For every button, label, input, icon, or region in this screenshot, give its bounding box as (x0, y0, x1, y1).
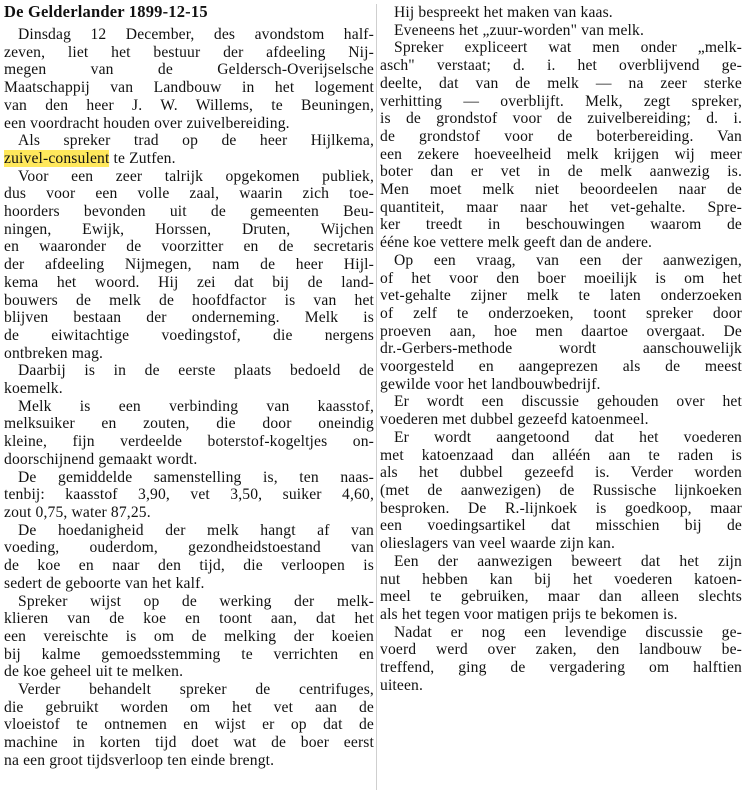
article-line: Een der aanwezigen beweert dat het zijn (394, 552, 742, 570)
article-line: Maatschappij van Landbouw in het logement (4, 79, 374, 97)
article-line: boter dan er vet in de melk aanwezig is. (380, 163, 742, 181)
article-line: Voor een zeer talrijk opgekomen publiek, (18, 167, 374, 185)
article-line: dus voor een volle zaal, waarin zich toe- (4, 185, 374, 203)
article-line: voerd werd over zaken, den landbouw be- (380, 641, 742, 659)
article-line: tenbij: kaasstof 3,90, vet 3,50, suiker 4,60, (4, 486, 374, 504)
article-line: voeding, ouderdom, gezondheidstoestand van (4, 539, 374, 557)
article-line: ééne koe vettere melk geeft dan de andere. (380, 234, 653, 252)
line-text: te Zutfen. (109, 149, 176, 167)
article-line: Nadat er nog een levendige discussie ge- (394, 623, 742, 641)
article-line: ontbreken mag. (4, 344, 104, 362)
article-line: gewilde voor het landbouwbedrijf. (380, 375, 601, 393)
article-line: machine in korten tijd doet wat de boer eerst (4, 734, 374, 752)
article-line: meel te gebruiken, maar dan alleen slechts (380, 588, 742, 606)
article-line: megen van de Geldersch-Overijselsche (4, 61, 374, 79)
article-line: Daarbij is in de eerste plaats bedoeld de (18, 362, 374, 380)
article-line: quantiteit, maar naar het vet-gehalte. Spre- (380, 198, 742, 216)
article-line: een zekere hoeveelheid melk krijgen wij meer (380, 145, 742, 163)
article-line: der afdeeling Nijmegen, nam de heer Hijl- (4, 256, 374, 274)
article-line: kleine, fijn verdeelde boterstof-kogeltjes on- (4, 433, 374, 451)
article-line: De gemiddelde samenstelling is, ten naas- (18, 468, 374, 486)
article-right-column (380, 4, 742, 694)
article-line: Als spreker trad op de heer Hijlkema, (18, 132, 374, 150)
article-line: vloeistof te ontnemen en wijst er op dat de (4, 716, 374, 734)
article-line: is de grondstof voor de zuivelbereiding; d. i. (380, 110, 742, 128)
article-line: voorgesteld en aangeprezen als de meest (380, 358, 742, 376)
article-line: zout 0,75, water 87,25. (4, 503, 151, 521)
article-line: Melk is een verbinding van kaasstof, (18, 397, 374, 415)
article-line: bouwers de melk de hoofdfactor is van het (4, 291, 374, 309)
article-line: van den heer J. W. Willems, te Beuningen, (4, 96, 374, 114)
article-line: de koe en naar den tijd, die verloopen is (4, 557, 374, 575)
article-line: proeven aan, hoe men daartoe overgaat. De (380, 322, 742, 340)
article-line: koemelk. (4, 380, 63, 398)
article-line: De hoedanigheid der melk hangt af van (18, 521, 374, 539)
article-line: of zelf te onderzoeken, toont spreker door (380, 304, 742, 322)
article-line: klieren van de koe en toont aan, dat het (4, 610, 374, 628)
article-line: deelte, dat van de melk — na zeer sterke (380, 74, 742, 92)
article-line: een vereischte is om de melking der koeien (4, 627, 374, 645)
article-line: ningen, Ewijk, Horssen, Druten, Wijchen (4, 220, 374, 238)
article-line: nut hebben kan bij het voederen katoen- (380, 570, 742, 588)
article-line: Dinsdag 12 December, des avondstom half- (18, 26, 374, 43)
article-line: blijven bestaan der onderneming. Melk is (4, 309, 374, 327)
article-left-column (4, 26, 374, 770)
article-line: olieslagers van veel waarde zijn kan. (380, 535, 616, 553)
article-line: Er wordt een discussie gehouden over het (394, 393, 742, 411)
article-line: besproken. De R.-lijnkoek is goedkoop, maar (380, 499, 742, 517)
article-line: verhitting — overblijft. Melk, zegt spreker, (380, 92, 742, 110)
article-line: dr.-Gerbers-methode wordt aanschouwelijk (380, 340, 742, 358)
article-line: Men moet melk niet beoordeelen naar de (380, 181, 742, 199)
article-line: een voordracht houden over zuivelbereiding. (4, 114, 290, 132)
article-line: en waaronder de voorzitter en de secretaris (4, 238, 374, 256)
article-line: (met de aanwezigen) de Russische lijnkoeken (380, 481, 742, 499)
article-line: melksuiker en zouten, die door oneindig (4, 415, 374, 433)
article-line: de grondstof voor de boterbereiding. Van (380, 127, 742, 145)
article-line: doorschijnend gemaakt wordt. (4, 450, 198, 468)
article-line: ker treedt in beschouwingen waarom de (380, 216, 742, 234)
article-line: uiteen. (380, 676, 424, 694)
article-line: bij kalme gemoedsstemming te verrichten en (4, 645, 374, 663)
article-line: Spreker expliceert wat men onder „melk- (394, 39, 742, 57)
newspaper-header: De Gelderlander 1899-12-15 (4, 2, 208, 21)
article-line: Verder behandelt spreker de centrifuges, (18, 681, 374, 699)
article-line: de koe geheel uit te melken. (4, 663, 184, 681)
article-line: kema het woord. Hij zei dat bij de land- (4, 273, 374, 291)
article-line: Spreker wijst op de werking der melk- (18, 592, 374, 610)
article-line: als het tegen voor matigen prijs te bekomen is. (380, 605, 678, 623)
article-line: met katoenzaad dan alléén aan te raden is (380, 446, 742, 464)
article-line (4, 150, 374, 168)
article-line: hoorders bevonden uit de gemeenten Beu- (4, 203, 374, 221)
article-line: Er wordt aangetoond dat het voederen (394, 428, 742, 446)
article-line: treffend, ging de vergadering om halftien (380, 659, 742, 677)
article-line: Hij bespreekt het maken van kaas. (394, 4, 613, 21)
article-line: asch" verstaat; d. i. het overblijvend ge- (380, 57, 742, 75)
article-line: een voedingsartikel dat misschien bij de (380, 517, 742, 535)
column-divider (376, 4, 377, 790)
article-line: zeven, liet het bestuur der afdeeling Nij- (4, 43, 374, 61)
article-line: als het dubbel gezeefd is. Verder worden (380, 464, 742, 482)
article-line: voederen met dubbel gezeefd katoenmeel. (380, 411, 649, 429)
article-line: na een groot tijdsverloop ten einde brengt. (4, 751, 275, 769)
article-line: die gebruikt worden om het vet aan de (4, 698, 374, 716)
article-line: vet-gehalte zijner melk te laten onderzoeken (380, 287, 742, 305)
article-line: of het voor den boer moeilijk is om het (380, 269, 742, 287)
article-line: Op een vraag, van een der aanwezigen, (394, 251, 742, 269)
article-line: Eveneens het „zuur-worden" van melk. (394, 21, 645, 39)
article-line: sedert de geboorte van het kalf. (4, 574, 205, 592)
article-line: de eiwitachtige voedingstof, die nergens (4, 326, 374, 344)
highlighted-term: zuivel-consulent (4, 149, 110, 167)
